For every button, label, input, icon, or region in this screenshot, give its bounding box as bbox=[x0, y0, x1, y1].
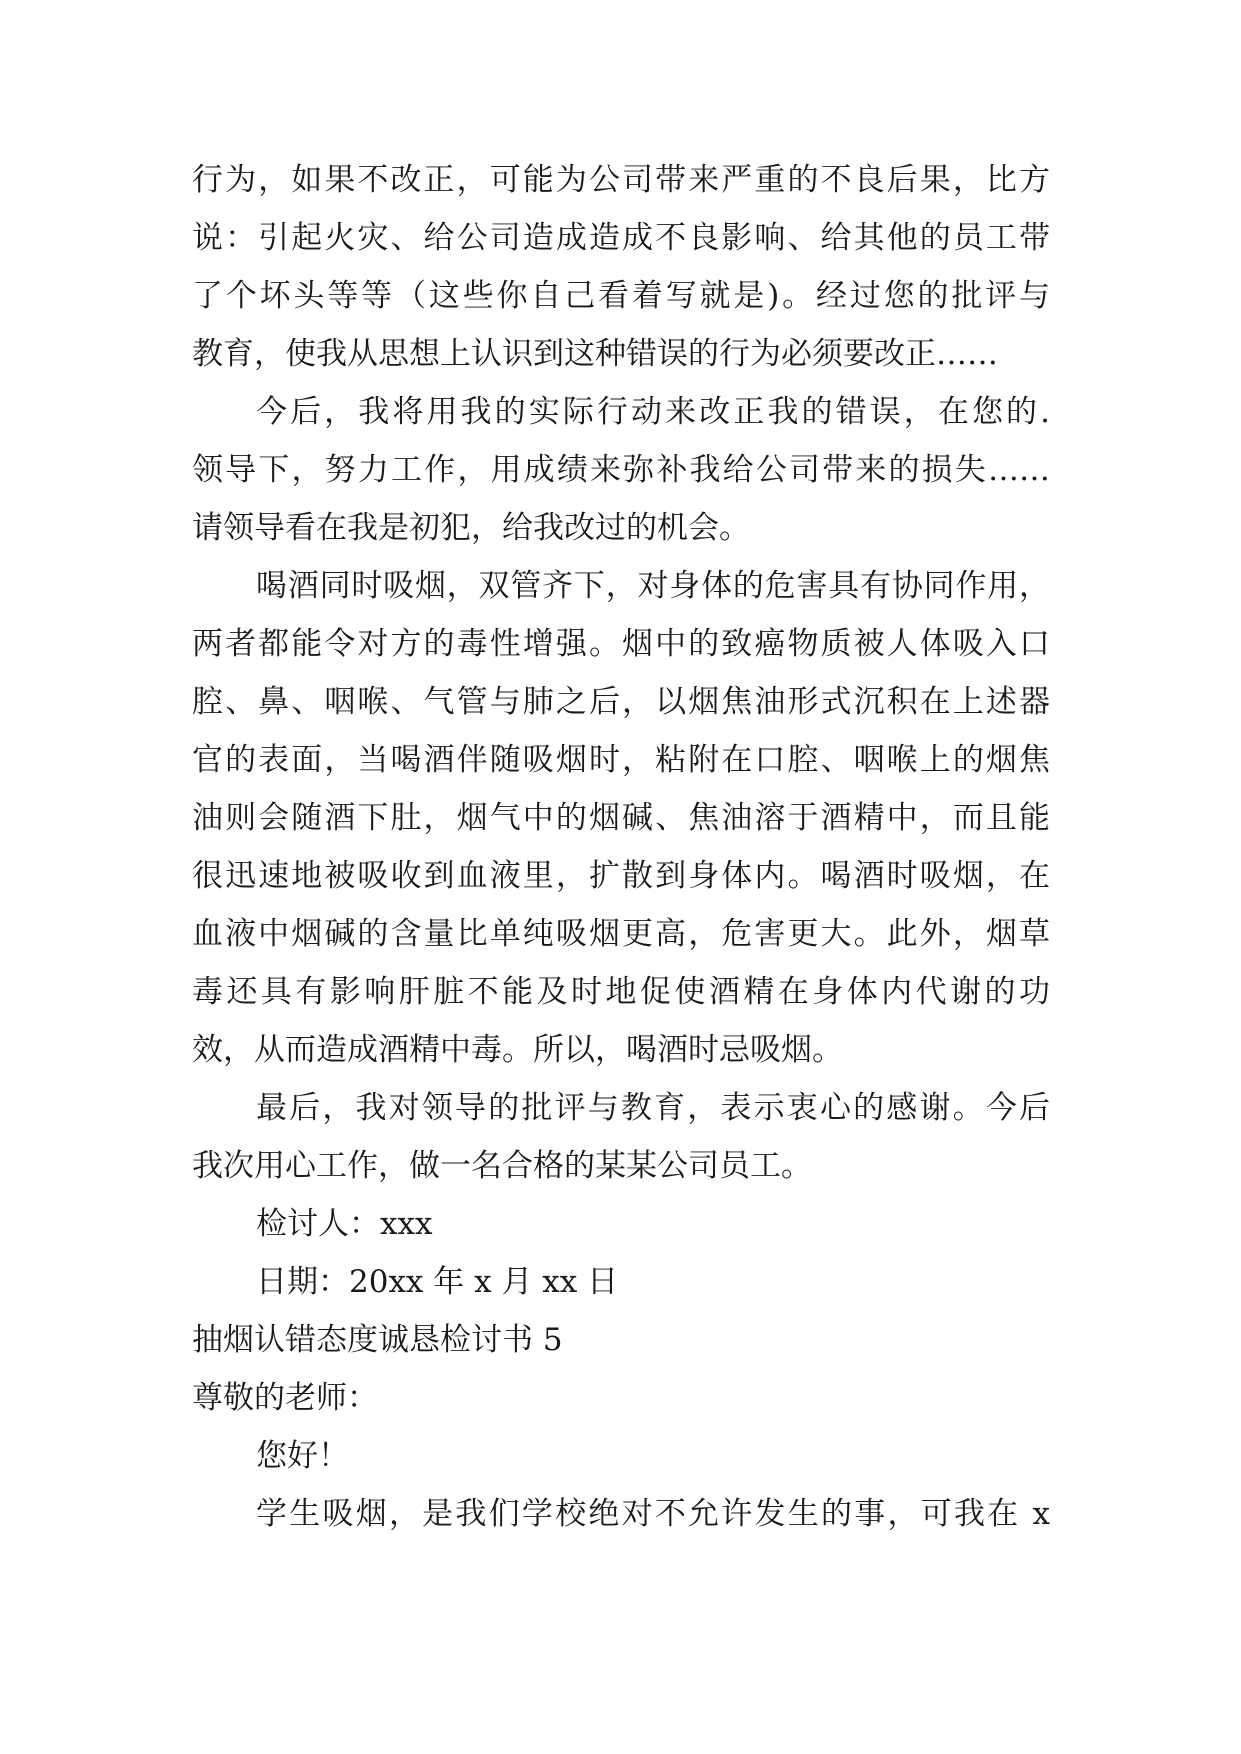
signature-date: 日期：20xx 年 x 月 xx 日 bbox=[256, 1264, 619, 1300]
salutation: 尊敬的老师： bbox=[192, 1380, 378, 1416]
greeting: 您好！ bbox=[256, 1438, 349, 1474]
section-title: 抽烟认错态度诚恳检讨书 5 bbox=[192, 1322, 563, 1358]
body-line: 领导下，努力工作，用成绩来弥补我给公司带来的损失…… bbox=[192, 452, 1050, 488]
body-line: 毒还具有影响肝脏不能及时地促使酒精在身体内代谢的功 bbox=[192, 974, 1050, 1010]
paragraph-first-line: 喝酒同时吸烟，双管齐下，对身体的危害具有协同作用， bbox=[256, 568, 1050, 604]
body-line: 腔、鼻、咽喉、气管与肺之后，以烟焦油形式沉积在上述器 bbox=[192, 684, 1050, 720]
signature-author: 检讨人：xxx bbox=[256, 1206, 433, 1242]
body-line: 两者都能令对方的毒性增强。烟中的致癌物质被人体吸入口 bbox=[192, 626, 1050, 662]
body-line: 行为，如果不改正，可能为公司带来严重的不良后果，比方 bbox=[192, 162, 1050, 198]
body-line: 请领导看在我是初犯，给我改过的机会。 bbox=[192, 510, 750, 546]
paragraph-first-line: 今后，我将用我的实际行动来改正我的错误，在您的. bbox=[256, 394, 1050, 430]
body-line: 效，从而造成酒精中毒。所以，喝酒时忌吸烟。 bbox=[192, 1032, 843, 1068]
paragraph-first-line: 学生吸烟，是我们学校绝对不允许发生的事，可我在 x bbox=[256, 1496, 1050, 1532]
body-line: 血液中烟碱的含量比单纯吸烟更高，危害更大。此外，烟草 bbox=[192, 916, 1050, 952]
body-line: 油则会随酒下肚，烟气中的烟碱、焦油溶于酒精中，而且能 bbox=[192, 800, 1050, 836]
body-line: 教育，使我从思想上认识到这种错误的行为必须要改正…… bbox=[192, 336, 998, 372]
paragraph-first-line: 最后，我对领导的批评与教育，表示衷心的感谢。今后 bbox=[256, 1090, 1050, 1126]
body-line: 官的表面，当喝酒伴随吸烟时，粘附在口腔、咽喉上的烟焦 bbox=[192, 742, 1050, 778]
body-line: 了个坏头等等（这些你自己看着写就是)。经过您的批评与 bbox=[192, 278, 1050, 314]
body-line: 说：引起火灾、给公司造成造成不良影响、给其他的员工带 bbox=[192, 220, 1050, 256]
body-line: 很迅速地被吸收到血液里，扩散到身体内。喝酒时吸烟，在 bbox=[192, 858, 1050, 894]
body-line: 我次用心工作，做一名合格的某某公司员工。 bbox=[192, 1148, 812, 1184]
